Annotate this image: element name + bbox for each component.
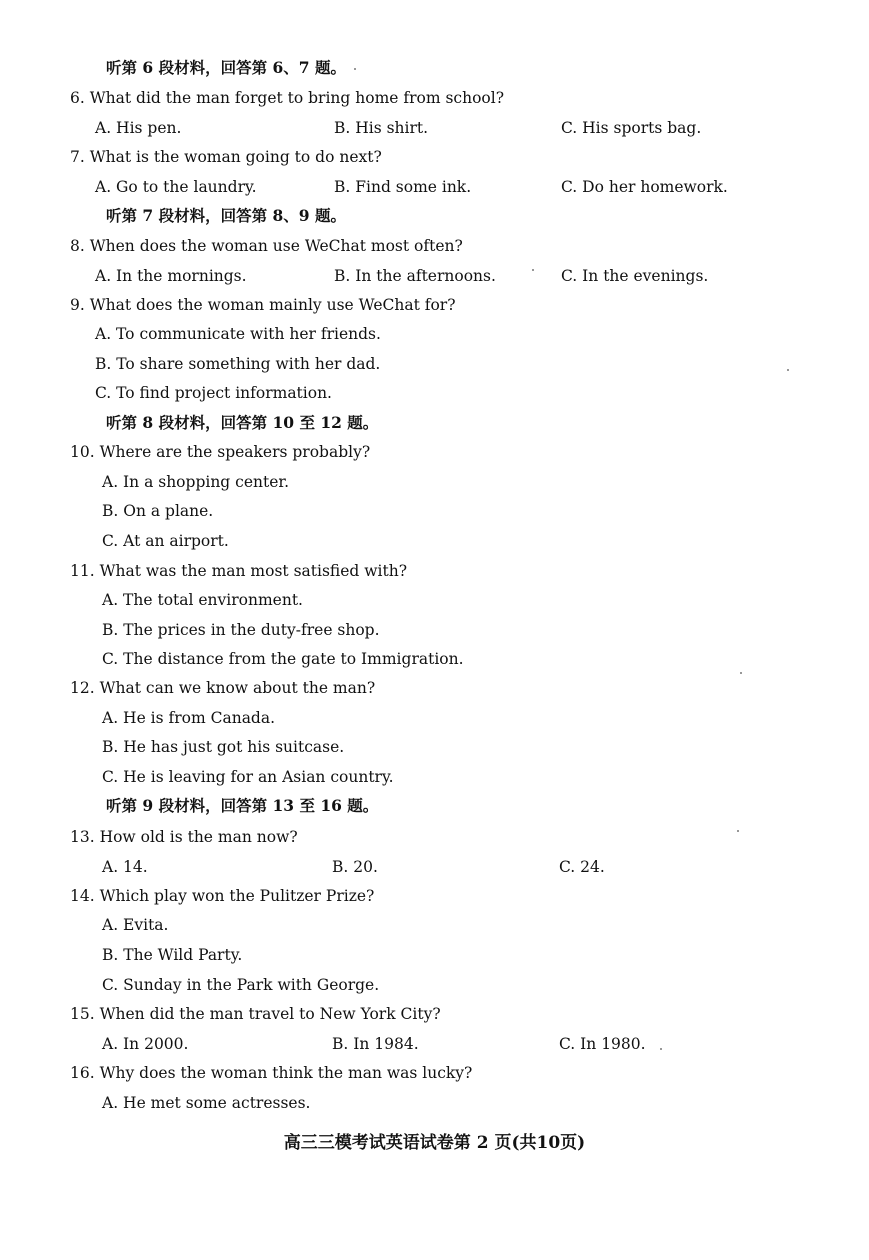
question-14-option-b: B. The Wild Party. (102, 946, 243, 964)
question-9-option-b: B. To share something with her dad. (95, 355, 381, 373)
question-8-option-b: B. In the afternoons. (334, 267, 496, 285)
question-10-option-a: A. In a shopping center. (102, 473, 290, 491)
question-10-option-c: C. At an airport. (102, 532, 229, 550)
question-12-option-c: C. He is leaving for an Asian country. (102, 768, 394, 786)
question-11-stem: 11. What was the man most satisfied with? (70, 562, 408, 580)
question-7-option-b: B. Find some ink. (334, 178, 472, 196)
question-13-option-a: A. 14. (102, 858, 148, 876)
question-11-option-a: A. The total environment. (102, 591, 303, 609)
question-16-stem: 16. Why does the woman think the man was lucky? (70, 1064, 473, 1082)
question-6-stem: 6. What did the man forget to bring home from school? (70, 89, 505, 107)
question-12-option-a: A. He is from Canada. (102, 709, 276, 727)
question-13-stem: 13. How old is the man now? (70, 828, 298, 846)
question-6-option-b: B. His shirt. (334, 119, 429, 137)
question-14-option-a: A. Evita. (102, 916, 169, 934)
question-14-stem: 14. Which play won the Pulitzer Prize? (70, 887, 375, 905)
question-8-stem: 8. When does the woman use WeChat most often? (70, 237, 463, 255)
question-15-option-a: A. In 2000. (102, 1035, 189, 1053)
question-12-stem: 12. What can we know about the man? (70, 679, 376, 697)
scan-speck (787, 369, 789, 371)
scan-speck (737, 830, 739, 832)
question-9-option-a: A. To communicate with her friends. (95, 325, 381, 343)
question-15-option-b: B. In 1984. (332, 1035, 419, 1053)
question-11-option-b: B. The prices in the duty-free shop. (102, 621, 380, 639)
question-10-option-b: B. On a plane. (102, 502, 214, 520)
scan-speck (532, 269, 534, 271)
question-6-option-a: A. His pen. (95, 119, 182, 137)
question-16-option-a: A. He met some actresses. (102, 1094, 311, 1112)
question-8-option-a: A. In the mornings. (95, 267, 247, 285)
question-14-option-c: C. Sunday in the Park with George. (102, 976, 380, 994)
question-8-option-c: C. In the evenings. (561, 267, 709, 285)
question-13-option-b: B. 20. (332, 858, 378, 876)
question-12-option-b: B. He has just got his suitcase. (102, 738, 345, 756)
question-15-stem: 15. When did the man travel to New York City? (70, 1005, 441, 1023)
section-heading-9: 听第 9 段材料，回答第 13 至 16 题。 (106, 796, 379, 815)
question-13-option-c: C. 24. (559, 858, 605, 876)
section-heading-6: 听第 6 段材料，回答第 6、7 题。 (106, 58, 346, 77)
section-heading-8: 听第 8 段材料，回答第 10 至 12 题。 (106, 413, 379, 432)
question-7-stem: 7. What is the woman going to do next? (70, 148, 382, 166)
question-9-stem: 9. What does the woman mainly use WeChat for? (70, 296, 456, 314)
section-heading-7: 听第 7 段材料，回答第 8、9 题。 (106, 206, 346, 225)
question-10-stem: 10. Where are the speakers probably? (70, 443, 371, 461)
scan-speck (354, 68, 356, 70)
question-11-option-c: C. The distance from the gate to Immigration. (102, 650, 464, 668)
question-15-option-c: C. In 1980. (559, 1035, 646, 1053)
page-footer: 高三三模考试英语试卷第 2 页(共10页) (283, 1133, 586, 1153)
question-9-option-c: C. To find project information. (95, 384, 332, 402)
question-6-option-c: C. His sports bag. (561, 119, 702, 137)
question-7-option-a: A. Go to the laundry. (95, 178, 257, 196)
scan-speck (660, 1048, 662, 1050)
scan-speck (740, 672, 742, 674)
question-7-option-c: C. Do her homework. (561, 178, 728, 196)
